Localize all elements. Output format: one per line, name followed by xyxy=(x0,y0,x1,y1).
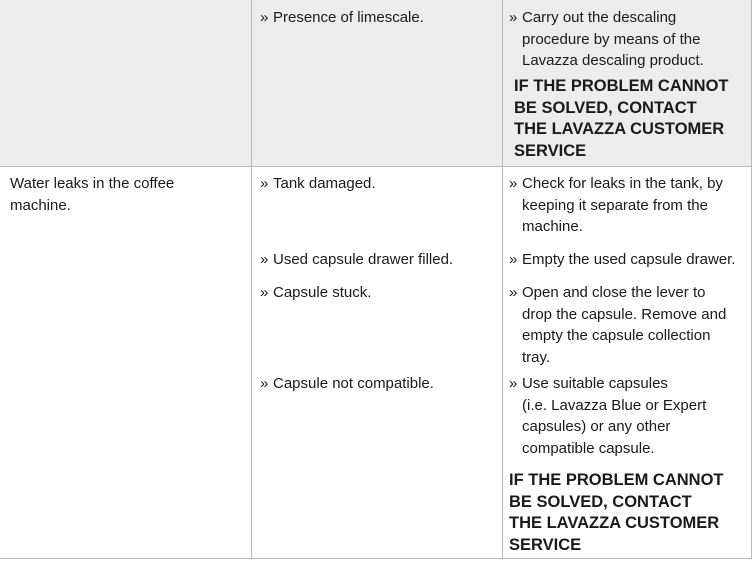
row1-problem-cell xyxy=(0,0,251,166)
bullet-icon: » xyxy=(260,284,269,301)
cause-item: » Used capsule drawer filled. xyxy=(260,249,453,271)
bullet-icon: » xyxy=(260,375,269,392)
divider xyxy=(751,0,752,559)
solution-item: » Use suitable capsules (i.e. Lavazza Blue or Expert capsules) or any other compatible capsule. xyxy=(509,375,707,457)
bullet-icon: » xyxy=(509,375,518,392)
cause-item: » Capsule not compatible. xyxy=(260,373,434,395)
solution-item: » Carry out the descaling procedure by means of the Lavazza descaling product. xyxy=(509,9,704,69)
cause-item: » Tank damaged. xyxy=(260,173,376,195)
divider xyxy=(251,0,252,559)
divider xyxy=(0,558,752,559)
solution-item: » Open and close the lever to drop the capsule. Remove and empty the capsule collection tray. xyxy=(509,284,727,366)
bullet-icon: » xyxy=(509,251,518,268)
bullet-icon: » xyxy=(260,175,269,192)
bullet-icon: » xyxy=(260,9,269,26)
contact-notice: IF THE PROBLEM CANNOT BE SOLVED, CONTACT THE LAVAZZA CUSTOMER SERVICE xyxy=(509,471,724,555)
bullet-icon: » xyxy=(509,284,518,301)
contact-notice: IF THE PROBLEM CANNOT BE SOLVED, CONTACT THE LAVAZZA CUSTOMER SERVICE xyxy=(514,77,729,161)
cause-item: » Presence of limescale. xyxy=(260,7,424,29)
solution-item: » Check for leaks in the tank, by keeping it separate from the machine. xyxy=(509,175,723,235)
divider xyxy=(0,166,752,167)
bullet-icon: » xyxy=(509,9,518,26)
problem-text: Water leaks in the coffee machine. xyxy=(10,175,175,214)
solution-item: » Empty the used capsule drawer. xyxy=(509,249,735,271)
cause-item: » Capsule stuck. xyxy=(260,282,371,304)
bullet-icon: » xyxy=(260,251,269,268)
divider xyxy=(502,0,503,559)
bullet-icon: » xyxy=(509,175,518,192)
